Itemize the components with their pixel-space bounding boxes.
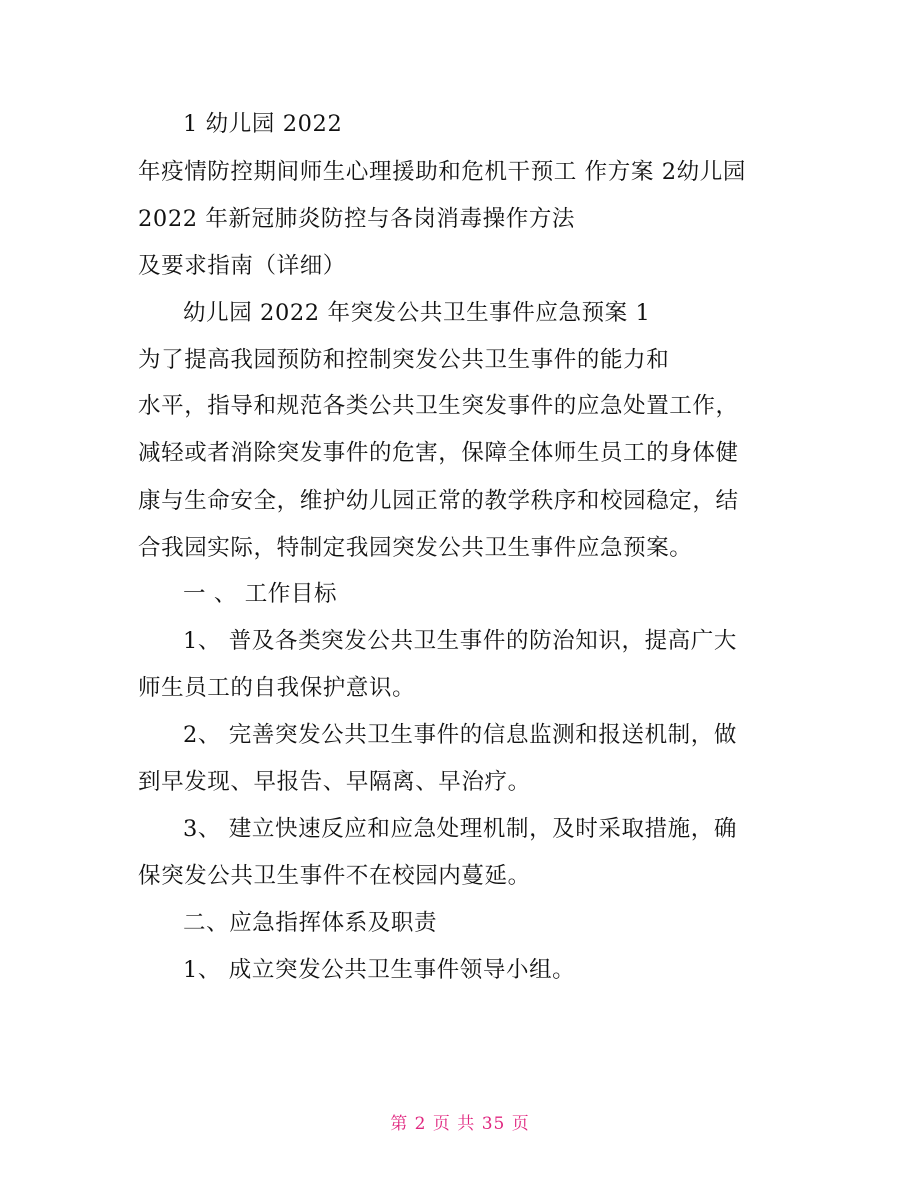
doc-line-8: 减轻或者消除突发事件的危害，保障全体师生员工的身体健 (138, 440, 739, 466)
doc-line-1: 1 幼儿园 2022 (183, 111, 343, 137)
doc-line-10: 合我园实际，特制定我园突发公共卫生事件应急预案。 (138, 535, 693, 561)
doc-line-6: 为了提高我园预防和控制突发公共卫生事件的能力和 (138, 347, 670, 373)
doc-line-7: 水平，指导和规范各类公共卫生突发事件的应急处置工作， (138, 393, 739, 419)
heading-work-goals: 一 、 工作目标 (183, 581, 338, 607)
doc-line-12: 1、 普及各类突发公共卫生事件的防治知识，提高广大 (183, 628, 737, 654)
doc-line-13: 师生员工的自我保护意识。 (138, 675, 416, 701)
section-title: 幼儿园 2022 年突发公共卫生事件应急预案 1 (183, 300, 651, 326)
doc-line-14: 2、 完善突发公共卫生事件的信息监测和报送机制，做 (183, 722, 737, 748)
doc-line-9: 康与生命安全，维护幼儿园正常的教学秩序和校园稳定，结 (138, 488, 739, 514)
page-number-footer: 第 2 页 共 35 页 (390, 1114, 530, 1134)
doc-line-15: 到早发现、早报告、早隔离、早治疗。 (138, 769, 531, 795)
doc-line-16: 3、 建立快速反应和应急处理机制，及时采取措施，确 (183, 816, 737, 842)
doc-line-17: 保突发公共卫生事件不在校园内蔓延。 (138, 863, 531, 889)
doc-line-2: 年疫情防控期间师生心理援助和危机干预工 作方案 2幼儿园 (138, 159, 746, 185)
doc-line-4: 及要求指南（详细） (138, 253, 346, 279)
doc-line-3: 2022 年新冠肺炎防控与各岗消毒操作方法 (138, 206, 576, 232)
heading-command-system: 二、应急指挥体系及职责 (183, 910, 438, 936)
doc-line-19: 1、 成立突发公共卫生事件领导小组。 (183, 957, 576, 983)
